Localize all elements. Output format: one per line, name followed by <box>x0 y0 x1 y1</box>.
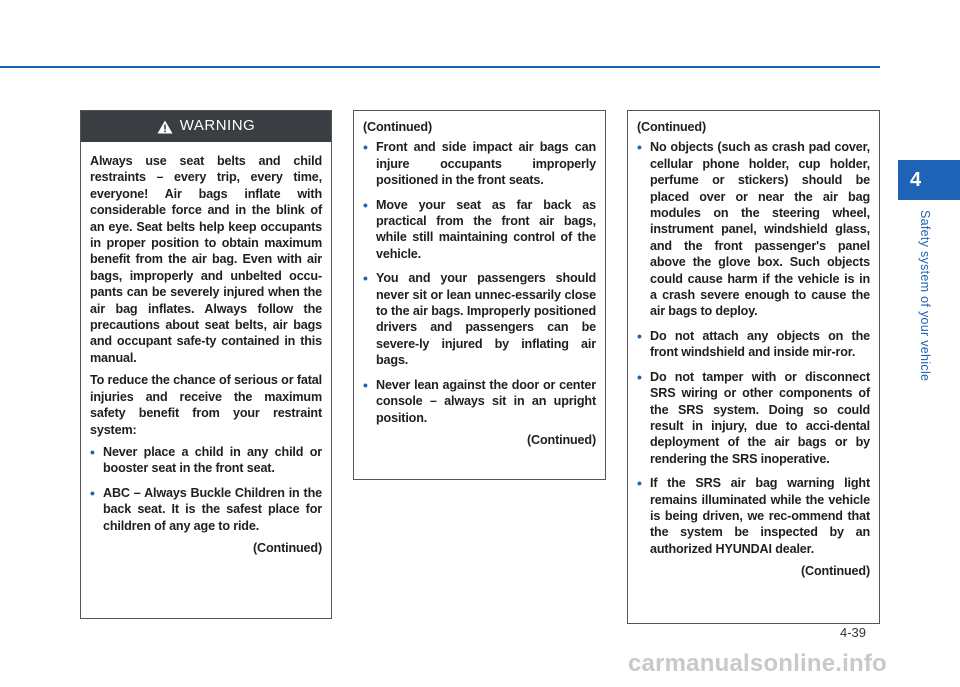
list-item <box>637 328 870 361</box>
bullet-icon: • <box>90 484 95 501</box>
list-item <box>363 270 596 368</box>
continued-label: (Continued) <box>527 432 596 447</box>
list-item-text: No objects (such as crash pad cover, cellular phone holder, cup holder, perfume or stickers) should be placed over or near the air bag modules on the steering wheel, instrument panel, windshield glass, and the front passenger's panel above the glove box. Such objects could cause harm if the vehicle is in a crash severe enough to cause the air bags to deploy. <box>650 140 870 319</box>
list-item-text: You and your passengers should never sit or lean unnec-essarily close to the air bags. Improperly positioned drivers and passengers can be severe-ly injured by inflating air bags. <box>376 271 596 368</box>
bullet-icon: • <box>363 270 368 287</box>
bullet-list <box>363 139 596 426</box>
list-item-text: Move your seat as far back as practical from the front air bags, while still maintaining control of the vehicle. <box>376 197 596 261</box>
list-item <box>90 444 322 477</box>
list-item <box>363 197 596 263</box>
bullet-icon: • <box>90 443 95 460</box>
warning-box-continued <box>627 110 880 624</box>
bullet-icon: • <box>637 139 642 156</box>
warning-box-continued <box>353 110 606 480</box>
list-item <box>637 139 870 319</box>
list-item <box>90 485 322 534</box>
list-item <box>363 139 596 188</box>
list-item-text: Do not tamper with or disconnect SRS wiring or other components of the SRS system. Doing so could result in injury, due to acci-dental deployment of the air bags or by rendering the SRS inoperative. <box>650 369 870 466</box>
bullet-list <box>637 139 870 557</box>
warning-paragraph: To reduce the chance of serious or fatal injuries and receive the maximum safety benefit from your restraint system: <box>90 373 322 437</box>
list-item-text: Front and side impact air bags can injure occupants improperly positioned in the front seats. <box>376 140 596 188</box>
chapter-title: Safety system of your vehicle <box>918 210 932 382</box>
warning-triangle-icon <box>157 120 173 134</box>
continued-label: (Continued) <box>801 564 870 579</box>
warning-paragraph: Always use seat belts and child restraints – every trip, every time, everyone! Air bags inflate with considerable force and in the blink of an eye. Seat belts help keep occupants in proper position to obtain maximum benefit from the air bag. Even with air bags, improperly and unbelted occu-pants can be severely injured when the air bag inflates. Always follow the precautions about seat belts, air bags and occupant safe-ty contained in this manual. <box>90 154 322 365</box>
list-item-text: Never place a child in any child or booster seat in the front seat. <box>103 444 322 476</box>
bullet-icon: • <box>363 376 368 393</box>
bullet-icon: • <box>363 139 368 156</box>
page-number: 4-39 <box>840 625 867 640</box>
list-item-text: ABC – Always Buckle Children in the back seat. It is the safest place for children of any age to ride. <box>103 485 322 533</box>
bullet-icon: • <box>637 475 642 492</box>
continued-label: (Continued) <box>253 540 322 555</box>
bullet-list <box>90 444 322 534</box>
list-item-text: Do not attach any objects on the front windshield and inside mir-ror. <box>650 328 870 360</box>
bullet-icon: • <box>637 368 642 385</box>
continued-heading: (Continued) <box>637 120 706 134</box>
warning-box <box>80 110 332 619</box>
list-item <box>637 475 870 557</box>
warning-header <box>81 111 331 142</box>
continued-heading: (Continued) <box>363 120 432 134</box>
bullet-icon: • <box>637 327 642 344</box>
watermark[interactable]: carmanualsonline.info <box>628 650 887 677</box>
bullet-icon: • <box>363 196 368 213</box>
warning-header-label: WARNING <box>179 117 256 135</box>
list-item <box>363 377 596 426</box>
list-item-text: If the SRS air bag warning light remains illuminated while the vehicle is being driven, we rec-ommend that the system be inspected by an authorized HYUNDAI dealer. <box>650 476 870 556</box>
list-item-text: Never lean against the door or center console – always sit in an upright position. <box>376 377 596 425</box>
list-item <box>637 369 870 467</box>
header-rule <box>0 66 880 68</box>
chapter-number-tab: 4 <box>898 160 960 200</box>
